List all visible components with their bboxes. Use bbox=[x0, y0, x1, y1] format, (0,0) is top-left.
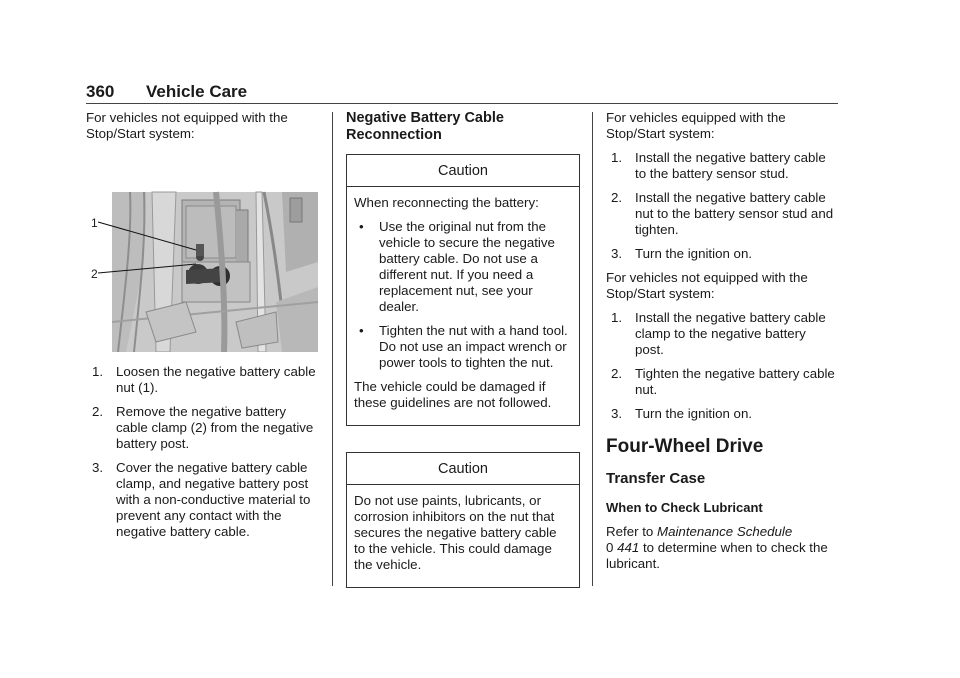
page-ref-icon: 0 bbox=[606, 540, 614, 555]
intro-stop-start: For vehicles equipped with the Stop/Start system: bbox=[606, 110, 786, 141]
step-number: 1. bbox=[92, 364, 104, 379]
step-number: 3. bbox=[92, 460, 104, 475]
bullet-text: Use the original nut from the vehicle to secure the negative battery cable. Do not use a different nut. If you need a replacement nut, see your dealer. bbox=[379, 219, 555, 314]
step-number: 2. bbox=[611, 366, 623, 381]
list-item bbox=[354, 219, 571, 315]
removal-steps bbox=[86, 364, 320, 540]
transfer-case-heading: Transfer Case bbox=[606, 470, 706, 487]
caution-title: Caution bbox=[347, 155, 579, 187]
column-middle bbox=[346, 110, 580, 588]
list-item bbox=[354, 323, 571, 371]
step-number: 2. bbox=[92, 404, 104, 419]
page-number: 360 bbox=[86, 82, 115, 101]
lubricant-paragraph bbox=[606, 524, 838, 572]
column-divider-1 bbox=[332, 112, 333, 586]
step-number: 1. bbox=[611, 150, 623, 165]
step-text: Cover the negative battery cable clamp, and negative battery post with a non-conductive material to prevent any contact with the negative battery cable. bbox=[116, 460, 311, 539]
list-item bbox=[606, 366, 838, 398]
battery-illustration bbox=[86, 152, 320, 352]
step-text: Install the negative battery cable to the battery sensor stud. bbox=[635, 150, 826, 181]
list-item bbox=[606, 150, 838, 182]
bullet-text: Tighten the nut with a hand tool. Do not use an impact wrench or power tools to tighten the nut. bbox=[379, 323, 568, 370]
list-item bbox=[86, 404, 320, 452]
maintenance-schedule-link[interactable]: Maintenance Schedule bbox=[657, 524, 793, 539]
step-number: 1. bbox=[611, 310, 623, 325]
callout-1: 1 bbox=[91, 216, 98, 230]
caution-title: Caution bbox=[347, 453, 579, 485]
caution-bullets bbox=[354, 219, 571, 371]
four-wheel-drive-heading: Four-Wheel Drive bbox=[606, 436, 764, 457]
list-item bbox=[606, 246, 838, 262]
column-left bbox=[86, 110, 320, 548]
section-title: Vehicle Care bbox=[146, 82, 248, 101]
caution-intro: When reconnecting the battery: bbox=[354, 195, 539, 210]
install-steps-stop-start bbox=[606, 150, 838, 262]
caution-box-2 bbox=[346, 452, 580, 588]
step-number: 2. bbox=[611, 190, 623, 205]
callout-2: 2 bbox=[91, 267, 98, 281]
caution-body bbox=[347, 187, 579, 425]
header-rule bbox=[86, 103, 838, 104]
page-header bbox=[86, 82, 247, 102]
install-steps-no-stop-start bbox=[606, 310, 838, 422]
page-ref-link[interactable]: 441 bbox=[617, 540, 640, 555]
caution-text: Do not use paints, lubricants, or corrosion inhibitors on the nut that secures the negative battery cable to the vehicle. This could damage the vehicle. bbox=[354, 493, 557, 572]
list-item bbox=[86, 364, 320, 396]
reconnection-heading: Negative Battery Cable Reconnection bbox=[346, 110, 504, 143]
step-text: Install the negative battery cable nut to the battery sensor stud and tighten. bbox=[635, 190, 834, 237]
intro-paragraph: For vehicles not equipped with the Stop/Start system: bbox=[86, 110, 288, 141]
ref-suffix: to determine when to check the lubricant. bbox=[606, 540, 828, 571]
step-number: 3. bbox=[611, 246, 623, 261]
ref-prefix: Refer to bbox=[606, 524, 657, 539]
list-item bbox=[606, 310, 838, 358]
list-item bbox=[606, 190, 838, 238]
caution-box-1 bbox=[346, 154, 580, 426]
caution-body bbox=[347, 485, 579, 587]
column-divider-2 bbox=[592, 112, 593, 586]
bullet-icon: • bbox=[359, 219, 364, 234]
check-lubricant-heading: When to Check Lubricant bbox=[606, 500, 763, 515]
step-number: 3. bbox=[611, 406, 623, 421]
bullet-icon: • bbox=[359, 323, 364, 338]
step-text: Tighten the negative battery cable nut. bbox=[635, 366, 835, 397]
caution-outro: The vehicle could be damaged if these guidelines are not followed. bbox=[354, 379, 552, 410]
step-text: Install the negative battery cable clamp to the negative battery post. bbox=[635, 310, 826, 357]
column-right bbox=[606, 110, 838, 580]
step-text: Remove the negative battery cable clamp (2) from the negative battery post. bbox=[116, 404, 314, 451]
step-text: Turn the ignition on. bbox=[635, 406, 753, 421]
step-text: Turn the ignition on. bbox=[635, 246, 753, 261]
step-text: Loosen the negative battery cable nut (1). bbox=[116, 364, 316, 395]
battery-diagram bbox=[86, 152, 320, 352]
intro-no-stop-start: For vehicles not equipped with the Stop/Start system: bbox=[606, 270, 808, 301]
list-item bbox=[606, 406, 838, 422]
list-item bbox=[86, 460, 320, 540]
